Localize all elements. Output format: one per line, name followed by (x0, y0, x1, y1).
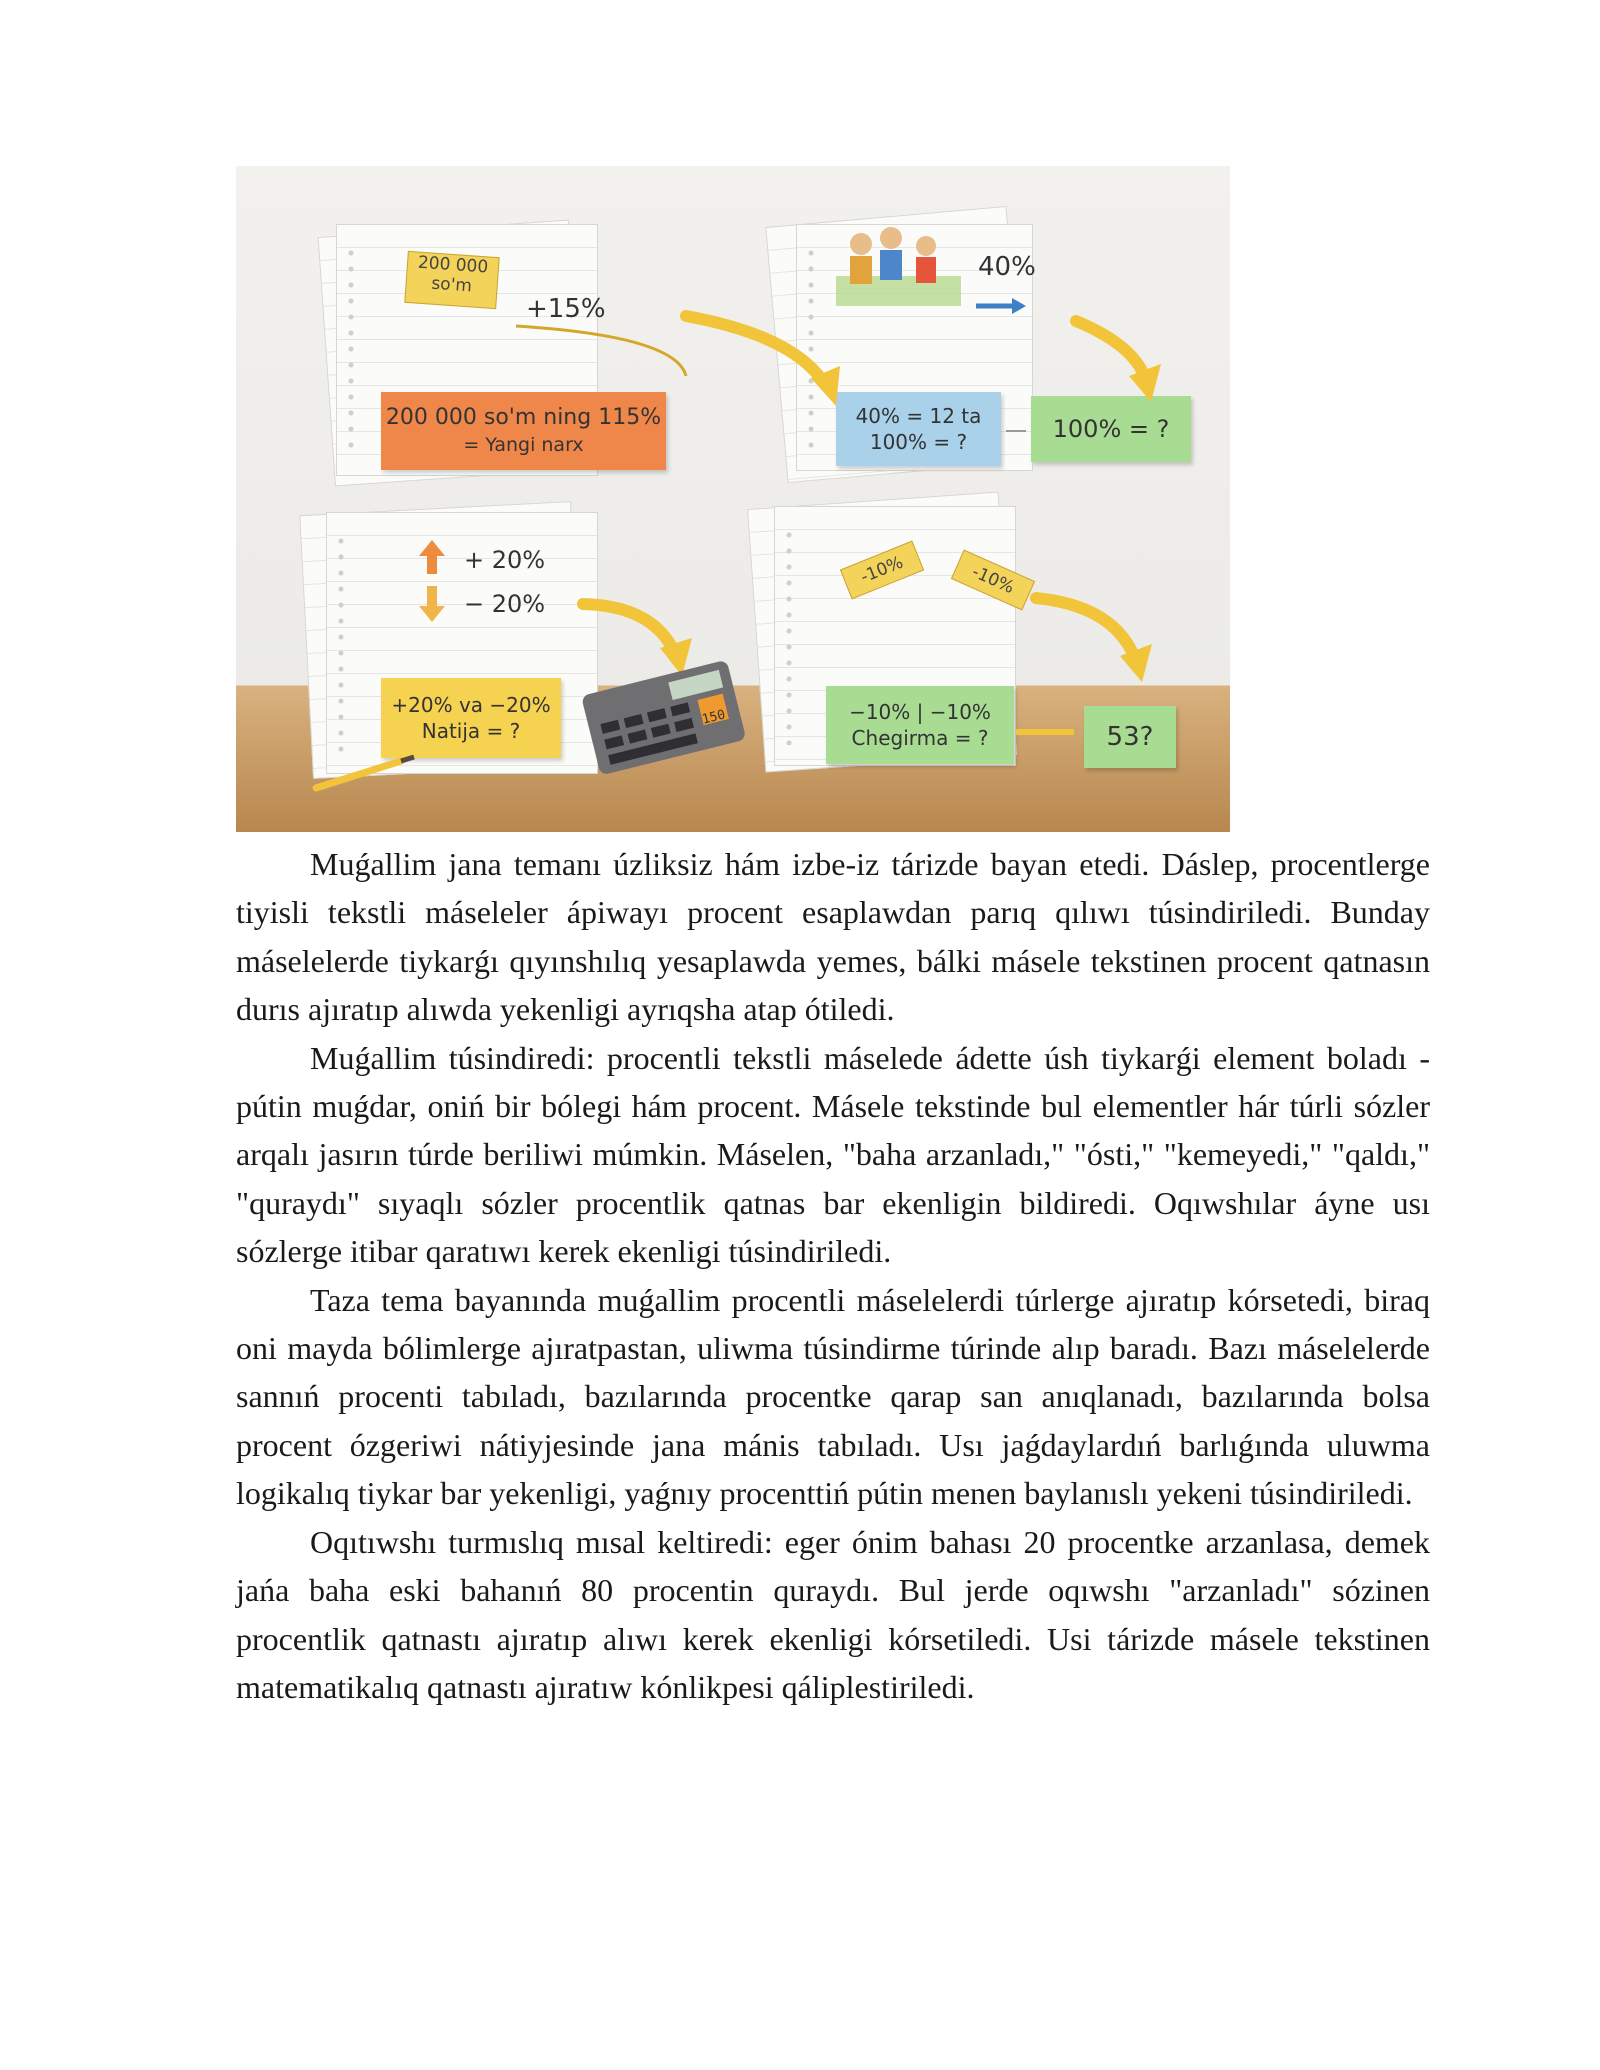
formula-card: 200 000 so'm ning 115% = Yangi narx (381, 392, 666, 470)
decrease-label: − 20% (464, 590, 546, 618)
percent-label: +15% (526, 294, 606, 324)
calculator-display: 150 (700, 707, 727, 728)
formula-card: 40% = 12 ta 100% = ? (836, 392, 1001, 466)
illustration-overlays (236, 166, 1230, 832)
paragraph: Muǵallim túsindiredi: procentli tekstli máselede ádette úsh tiykarǵi element boladı - pútin muǵdar, oniń bir bólegi hám procent. Másele tekstinde bul elementler hár túrli sózler arqalı jasırın túrde beriliwi múmkin. Máselen, "baha arzanladı," "ósti," "kemeyedi," "qaldı," "quraydı" sıyaqlı sózler procentlik qatnas bar ekenligin bildiredi. Oqıwshılar áyne usı sózlerge itibar qaratıwı kerek ekenligi túsindiriledi. (236, 1039, 1430, 1270)
answer-card: 53? (1084, 706, 1176, 768)
discount-tag: -10% (840, 541, 924, 600)
illustration (236, 166, 1230, 832)
body-text (236, 840, 1430, 1711)
paragraph: Oqıtıwshı turmıslıq mısal keltiredi: eger ónim bahası 20 procentke arzanlasa, demek jańa baha eski bahanıń 80 procentin quraydı. Bul jerde oqıwshı "arzanladı" sózinen procentlik qatnastı ajıratıp alıwı kerek ekenligi kórsetiledi. Usi tárizde másele tekstinen matematikalıq qatnastı ajıratıw kónlikpesi qáliplestiriledi. (236, 1523, 1430, 1705)
increase-label: + 20% (464, 546, 546, 574)
discount-tag: -10% (951, 550, 1035, 611)
pencil-icon (316, 757, 414, 788)
formula-card: +20% va −20% Natija = ? (381, 678, 561, 758)
price-tag-value: 200 000 (417, 252, 489, 278)
answer-card: 100% = ? (1031, 396, 1191, 462)
price-tag-unit: so'm (430, 273, 473, 297)
paragraph: Taza tema bayanında muǵallim procentli máselelerdi túrlerge ajıratıp kórsetedi, biraq oni mayda bólimlerge ajıratpastan, uliwma túsindirme túrinde alıp baradı. Bazı máselelerde sannıń procenti tabıladı, bazılarında procentke qarap san anıqlanadı, bazılarında bolsa procent ózgeriwi nátiyjesinde jana mánis tabıladı. Usı jaǵdaylardıń barlıǵında uluwma logikalıq tiykar bar yekenligi, yaǵnıy procenttiń pútin menen baylanıslı yekeni túsindiriledi. (236, 1281, 1430, 1512)
percent-label: 40% (978, 252, 1036, 282)
formula-card: −10% | −10% Chegirma = ? (826, 686, 1014, 764)
paragraph: Muǵallim jana temanı úzliksiz hám izbe-iz tárizde bayan etedi. Dáslep, procentlerge tiyisli tekstli máseleler ápiwayı procent esaplawdan parıq qılıwı túsindiriledi. Bunday máselelerde tiykarǵı qıyınshılıq yesaplawda yemes, bálki másele tekstinen procent qatnasın durıs ajıratıp alıwda yekenligi ayrıqsha atap ótiledi. (236, 846, 1430, 1028)
